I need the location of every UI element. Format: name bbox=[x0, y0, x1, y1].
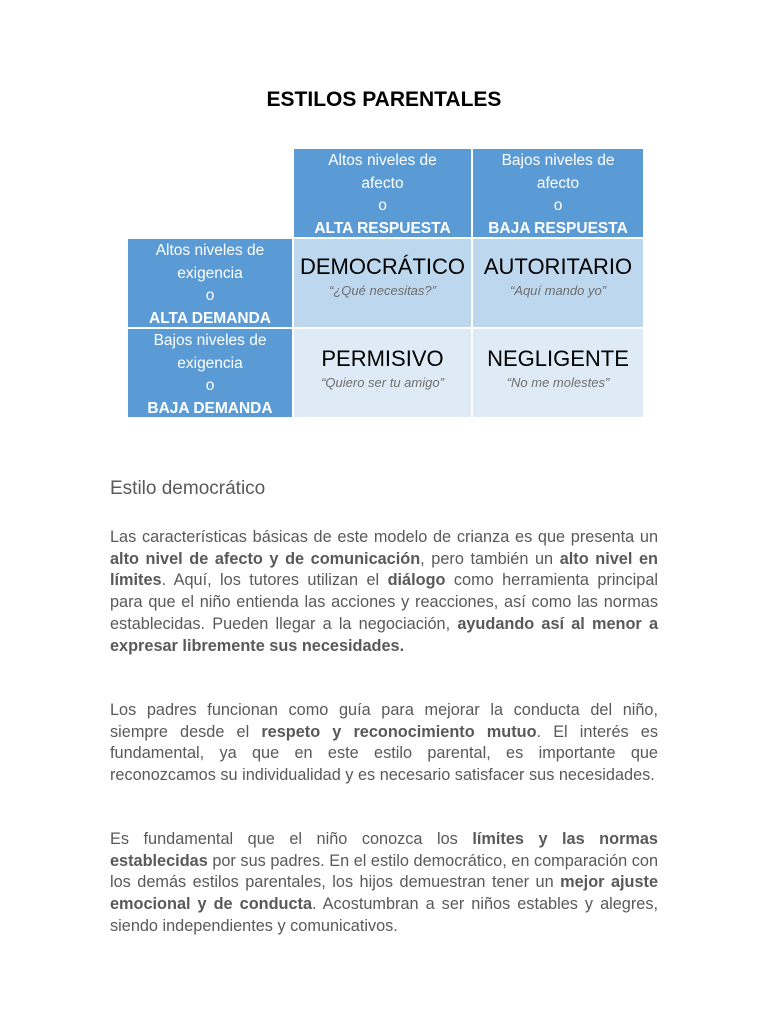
col-header-line: BAJA RESPUESTA bbox=[488, 219, 628, 237]
row-header-line: Altos niveles de bbox=[155, 242, 265, 259]
paragraph-text: Los padres funcionan como guía para mejorar la conducta del niño, siempre desde el bbox=[110, 701, 658, 741]
paragraph-bold-text: alto nivel en límites bbox=[110, 549, 658, 590]
style-quote: “Aquí mando yo” bbox=[509, 283, 607, 298]
style-quote: “Quiero ser tu amigo” bbox=[321, 375, 444, 390]
style-quote: “No me molestes” bbox=[506, 375, 610, 390]
paragraph-bold-text: mejor ajuste emocional y de conducta bbox=[110, 873, 659, 914]
paragraph-text: Es fundamental que el niño conozca los bbox=[110, 830, 473, 848]
cell-democratic bbox=[293, 238, 472, 328]
section-heading: Estilo democrático bbox=[110, 478, 266, 499]
row-header-low-demand bbox=[127, 328, 293, 418]
table-corner-cell bbox=[127, 148, 293, 238]
row-header-line: BAJA DEMANDA bbox=[147, 399, 273, 417]
paragraph-text: . Acostumbran a ser niños estables y alegres, siendo independientes y comunicativos. bbox=[110, 895, 658, 935]
row-header-line: o bbox=[205, 287, 215, 304]
paragraph-text: como herramienta principal para que el niño entienda las acciones y reacciones, así como las normas establecidas. Pueden llegar a la negociación, bbox=[110, 571, 658, 633]
paragraph-text: . El interés es fundamental, ya que en este estilo parental, es importante que reconozcamos su individualidad y es necesario satisfacer sus necesidades. bbox=[110, 722, 658, 785]
cell-negligent bbox=[472, 328, 644, 418]
paragraph-bold-text: ayudando así al menor a expresar libremente sus necesidades. bbox=[110, 614, 659, 655]
paragraph-text: Las características básicas de este modelo de crianza es que presenta un bbox=[110, 528, 658, 546]
paragraph-text: , pero también un bbox=[420, 549, 560, 568]
paragraph-bold-text: límites y las normas establecidas bbox=[110, 830, 658, 870]
col-header-line: afecto bbox=[361, 174, 404, 192]
paragraph-bold-text: respeto y reconocimiento mutuo bbox=[261, 722, 537, 741]
cell-permissive bbox=[293, 328, 472, 418]
style-name: PERMISIVO bbox=[321, 346, 444, 371]
paragraph-bold-text: diálogo bbox=[387, 571, 446, 590]
paragraph-text: . Aquí, los tutores utilizan el bbox=[161, 571, 388, 590]
col-header-line: Bajos niveles de bbox=[501, 152, 615, 169]
style-quote: “¿Qué necesitas?” bbox=[329, 283, 436, 298]
row-header-line: ALTA DEMANDA bbox=[149, 309, 271, 327]
paragraph-2 bbox=[110, 700, 658, 787]
col-header-high-affect bbox=[293, 148, 472, 238]
row-header-line: exigencia bbox=[177, 354, 243, 372]
row-header-line: Bajos niveles de bbox=[153, 332, 267, 349]
paragraph-text: por sus padres. En el estilo democrático, en comparación con los demás estilos parentales, los hijos demuestran tener un bbox=[110, 851, 658, 892]
paragraph-1 bbox=[110, 527, 658, 657]
col-header-line: o bbox=[553, 197, 563, 214]
col-header-line: Altos niveles de bbox=[328, 152, 437, 169]
cell-authoritarian bbox=[472, 238, 644, 328]
col-header-line: afecto bbox=[536, 174, 580, 192]
row-header-high-demand bbox=[127, 238, 293, 328]
paragraph-bold-text: alto nivel de afecto y de comunicación bbox=[110, 549, 421, 568]
parenting-styles-table bbox=[127, 148, 644, 418]
row-header-line: exigencia bbox=[177, 264, 243, 282]
row-header-line: o bbox=[205, 377, 215, 394]
style-name: DEMOCRÁTICO bbox=[300, 254, 465, 279]
style-name: NEGLIGENTE bbox=[487, 346, 629, 371]
col-header-line: o bbox=[378, 197, 387, 214]
document-title: ESTILOS PARENTALES bbox=[266, 88, 502, 111]
col-header-low-affect bbox=[472, 148, 644, 238]
col-header-line: ALTA RESPUESTA bbox=[314, 219, 451, 237]
style-name: AUTORITARIO bbox=[483, 254, 633, 279]
paragraph-3 bbox=[110, 829, 658, 938]
